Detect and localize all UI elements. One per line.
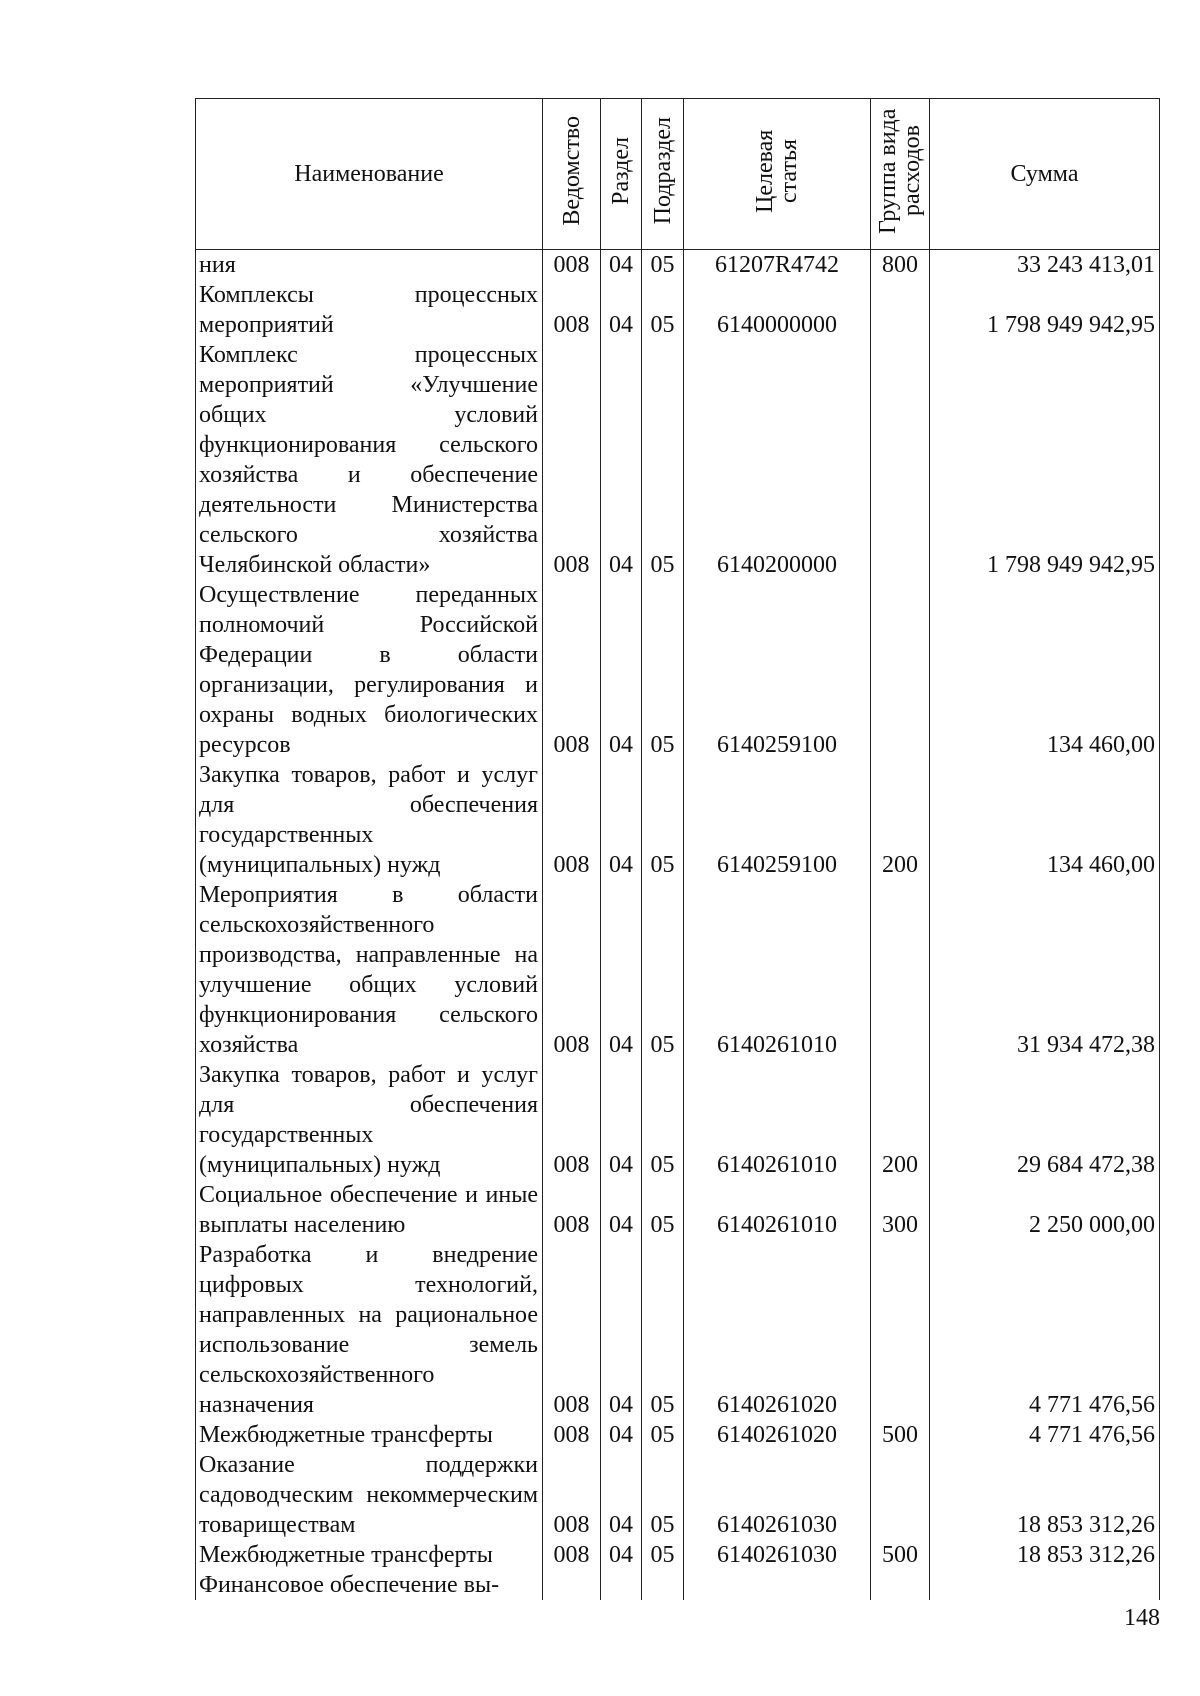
row-summa-cell: 31 934 472,38 — [930, 880, 1160, 1060]
row-vedomstvo-cell: 008 — [543, 1240, 601, 1420]
row-summa-cell: 2 250 000,00 — [930, 1180, 1160, 1240]
row-summa-cell: 134 460,00 — [930, 580, 1160, 760]
row-podrazdel-cell: 05 — [642, 1420, 684, 1450]
row-podrazdel-cell: 05 — [642, 1180, 684, 1240]
row-name-cell: Социальное обеспечение и иные выплаты населению — [196, 1180, 543, 1240]
header-vedomstvo: Ведомство — [543, 99, 601, 250]
row-gruppa-cell — [871, 340, 930, 580]
row-celevaya-statya-cell — [684, 1570, 871, 1600]
row-podrazdel-cell: 05 — [642, 1540, 684, 1570]
row-gruppa-cell — [871, 880, 930, 1060]
header-summa: Сумма — [930, 99, 1160, 250]
row-razdel-cell: 04 — [601, 1450, 642, 1540]
header-celevaya-statya: Целевая статья — [684, 99, 871, 250]
row-podrazdel-cell: 05 — [642, 250, 684, 281]
row-razdel-cell: 04 — [601, 1420, 642, 1450]
row-name-cell: Разработка и внедрение цифровых технологий, направленных на рациональное использование земель сельскохозяйственного назначения — [196, 1240, 543, 1420]
row-celevaya-statya-cell: 6140261010 — [684, 880, 871, 1060]
row-name-cell: Осуществление переданных полномочий Российской Федерации в области организации, регулирования и охраны водных биологических ресурсов — [196, 580, 543, 760]
row-gruppa-cell — [871, 580, 930, 760]
row-summa-cell: 4 771 476,56 — [930, 1420, 1160, 1450]
row-gruppa-cell: 200 — [871, 760, 930, 880]
row-razdel-cell: 04 — [601, 280, 642, 340]
row-podrazdel-cell: 05 — [642, 1450, 684, 1540]
row-name-cell: Оказание поддержки садоводческим некоммерческим товариществам — [196, 1450, 543, 1540]
row-celevaya-statya-cell: 6140259100 — [684, 760, 871, 880]
row-summa-cell: 18 853 312,26 — [930, 1540, 1160, 1570]
row-vedomstvo-cell: 008 — [543, 580, 601, 760]
row-podrazdel-cell: 05 — [642, 1240, 684, 1420]
row-summa-cell: 1 798 949 942,95 — [930, 280, 1160, 340]
row-razdel-cell: 04 — [601, 1180, 642, 1240]
row-vedomstvo-cell: 008 — [543, 340, 601, 580]
budget-table — [195, 98, 1160, 1600]
row-gruppa-cell — [871, 280, 930, 340]
row-name-cell: Мероприятия в области сельскохозяйственного производства, направленные на улучшение общих условий функционирования сельского хозяйства — [196, 880, 543, 1060]
row-podrazdel-cell — [642, 1570, 684, 1600]
row-name-cell: Финансовое обеспечение вы- — [196, 1570, 543, 1600]
row-vedomstvo-cell — [543, 1570, 601, 1600]
row-summa-cell: 33 243 413,01 — [930, 250, 1160, 281]
row-celevaya-statya-cell: 6140000000 — [684, 280, 871, 340]
row-razdel-cell: 04 — [601, 580, 642, 760]
row-name-cell: Комплекс процессных мероприятий «Улучшение общих условий функционирования сельского хозяйства и обеспечение деятельности Министерства сельского хозяйства Челябинской области» — [196, 340, 543, 580]
row-podrazdel-cell: 05 — [642, 580, 684, 760]
row-gruppa-cell: 500 — [871, 1420, 930, 1450]
table-row — [196, 1420, 1160, 1450]
row-razdel-cell: 04 — [601, 1240, 642, 1420]
table-row — [196, 250, 1160, 281]
row-celevaya-statya-cell: 6140261030 — [684, 1450, 871, 1540]
row-gruppa-cell: 800 — [871, 250, 930, 281]
row-razdel-cell: 04 — [601, 1540, 642, 1570]
row-celevaya-statya-cell: 6140261010 — [684, 1060, 871, 1180]
table-body — [196, 250, 1160, 1601]
row-summa-cell — [930, 1570, 1160, 1600]
row-summa-cell: 18 853 312,26 — [930, 1450, 1160, 1540]
table-header — [196, 99, 1160, 250]
page-number: 148 — [1124, 1605, 1160, 1631]
row-razdel-cell: 04 — [601, 880, 642, 1060]
row-razdel-cell — [601, 1570, 642, 1600]
row-gruppa-cell: 200 — [871, 1060, 930, 1180]
header-razdel: Раздел — [601, 99, 642, 250]
row-razdel-cell: 04 — [601, 340, 642, 580]
row-podrazdel-cell: 05 — [642, 760, 684, 880]
row-name-cell: Комплексы процессных мероприятий — [196, 280, 543, 340]
row-razdel-cell: 04 — [601, 250, 642, 281]
row-vedomstvo-cell: 008 — [543, 1450, 601, 1540]
row-celevaya-statya-cell: 6140259100 — [684, 580, 871, 760]
row-gruppa-cell — [871, 1450, 930, 1540]
row-name-cell: Межбюджетные трансферты — [196, 1420, 543, 1450]
table-row — [196, 1060, 1160, 1180]
row-gruppa-cell — [871, 1570, 930, 1600]
row-summa-cell: 1 798 949 942,95 — [930, 340, 1160, 580]
row-razdel-cell: 04 — [601, 760, 642, 880]
table-row — [196, 340, 1160, 580]
row-name-cell: Закупка товаров, работ и услуг для обеспечения государственных (муниципальных) нужд — [196, 1060, 543, 1180]
row-gruppa-cell — [871, 1240, 930, 1420]
row-vedomstvo-cell: 008 — [543, 1180, 601, 1240]
row-gruppa-cell: 500 — [871, 1540, 930, 1570]
row-name-cell: Межбюджетные трансферты — [196, 1540, 543, 1570]
table-row — [196, 1240, 1160, 1420]
row-summa-cell: 4 771 476,56 — [930, 1240, 1160, 1420]
row-name-cell: ния — [196, 250, 543, 281]
row-podrazdel-cell: 05 — [642, 1060, 684, 1180]
row-celevaya-statya-cell: 6140200000 — [684, 340, 871, 580]
row-vedomstvo-cell: 008 — [543, 1540, 601, 1570]
table-row — [196, 580, 1160, 760]
row-vedomstvo-cell: 008 — [543, 760, 601, 880]
header-gruppa-vida-rashodov: Группа вида расходов — [871, 99, 930, 250]
row-summa-cell: 134 460,00 — [930, 760, 1160, 880]
row-gruppa-cell: 300 — [871, 1180, 930, 1240]
table-row — [196, 1570, 1160, 1600]
row-name-cell: Закупка товаров, работ и услуг для обеспечения государственных (муниципальных) нужд — [196, 760, 543, 880]
row-vedomstvo-cell: 008 — [543, 250, 601, 281]
row-razdel-cell: 04 — [601, 1060, 642, 1180]
row-summa-cell: 29 684 472,38 — [930, 1060, 1160, 1180]
row-celevaya-statya-cell: 61207R4742 — [684, 250, 871, 281]
table-row — [196, 1540, 1160, 1570]
row-celevaya-statya-cell: 6140261010 — [684, 1180, 871, 1240]
row-celevaya-statya-cell: 6140261020 — [684, 1240, 871, 1420]
row-celevaya-statya-cell: 6140261030 — [684, 1540, 871, 1570]
table-row — [196, 880, 1160, 1060]
table-row — [196, 280, 1160, 340]
row-podrazdel-cell: 05 — [642, 340, 684, 580]
row-podrazdel-cell: 05 — [642, 880, 684, 1060]
row-vedomstvo-cell: 008 — [543, 1420, 601, 1450]
table-row — [196, 1180, 1160, 1240]
header-name: Наименование — [196, 99, 543, 250]
row-podrazdel-cell: 05 — [642, 280, 684, 340]
table-row — [196, 1450, 1160, 1540]
row-celevaya-statya-cell: 6140261020 — [684, 1420, 871, 1450]
row-vedomstvo-cell: 008 — [543, 880, 601, 1060]
table-row — [196, 760, 1160, 880]
row-vedomstvo-cell: 008 — [543, 1060, 601, 1180]
header-podrazdel: Подраздел — [642, 99, 684, 250]
row-vedomstvo-cell: 008 — [543, 280, 601, 340]
